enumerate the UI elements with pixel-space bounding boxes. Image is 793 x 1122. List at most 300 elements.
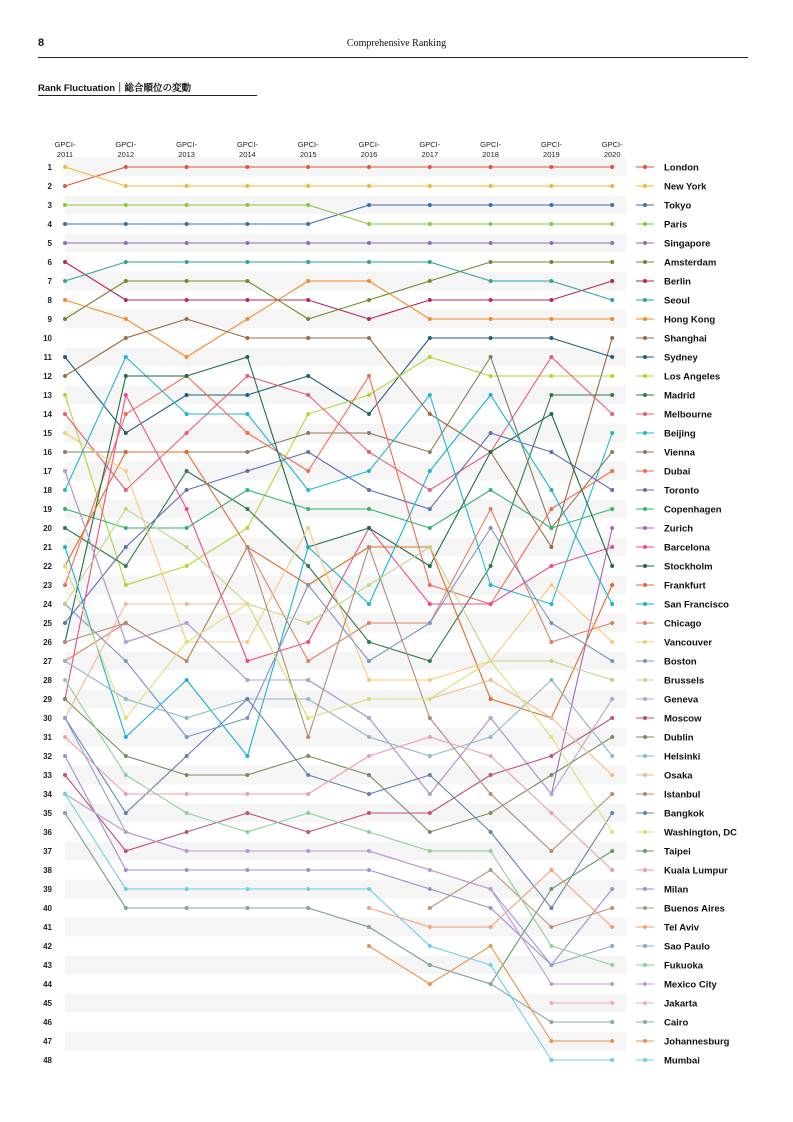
data-point — [610, 165, 614, 169]
data-point — [124, 830, 128, 834]
data-point — [367, 621, 371, 625]
data-point — [124, 222, 128, 226]
data-point — [489, 488, 493, 492]
data-point — [63, 773, 67, 777]
data-point — [306, 716, 310, 720]
data-point — [549, 412, 553, 416]
data-point — [489, 735, 493, 739]
data-point — [63, 545, 67, 549]
data-point — [367, 507, 371, 511]
data-point — [489, 279, 493, 283]
rank-tick-label: 26 — [43, 638, 52, 647]
data-point — [63, 564, 67, 568]
data-point — [367, 545, 371, 549]
data-point — [124, 393, 128, 397]
row-band — [65, 918, 626, 937]
data-point — [124, 298, 128, 302]
data-point — [549, 773, 553, 777]
legend-marker — [643, 982, 647, 986]
data-point — [549, 583, 553, 587]
data-point — [610, 906, 614, 910]
data-point — [489, 792, 493, 796]
year-tick-label: GPCI-2018 — [480, 140, 502, 159]
legend-marker — [643, 716, 647, 720]
data-point — [63, 792, 67, 796]
rank-tick-label: 38 — [43, 866, 52, 875]
data-point — [185, 260, 189, 264]
data-point — [428, 545, 432, 549]
data-point — [185, 298, 189, 302]
data-point — [63, 526, 67, 530]
data-point — [245, 412, 249, 416]
data-point — [610, 868, 614, 872]
data-point — [489, 944, 493, 948]
data-point — [124, 868, 128, 872]
data-point — [610, 963, 614, 967]
data-point — [185, 773, 189, 777]
data-point — [124, 849, 128, 853]
data-point — [63, 165, 67, 169]
data-point — [185, 849, 189, 853]
data-point — [63, 602, 67, 606]
data-point — [549, 393, 553, 397]
legend-marker — [643, 1001, 647, 1005]
data-point — [306, 678, 310, 682]
data-point — [185, 678, 189, 682]
data-point — [489, 697, 493, 701]
legend-marker — [643, 1020, 647, 1024]
data-point — [428, 412, 432, 416]
data-point — [306, 849, 310, 853]
data-point — [306, 735, 310, 739]
row-band — [65, 1032, 626, 1051]
data-point — [124, 336, 128, 340]
legend-marker — [643, 602, 647, 606]
legend-label: Vienna — [664, 447, 695, 459]
data-point — [185, 317, 189, 321]
legend-marker — [643, 640, 647, 644]
data-point — [367, 773, 371, 777]
data-point — [489, 659, 493, 663]
data-point — [428, 773, 432, 777]
legend-marker — [643, 393, 647, 397]
legend-label: Washington, DC — [664, 827, 737, 839]
data-point — [549, 678, 553, 682]
legend-label: Barcelona — [664, 542, 710, 554]
data-point — [549, 507, 553, 511]
rank-tick-label: 48 — [43, 1056, 52, 1065]
data-point — [367, 317, 371, 321]
legend-label: Vancouver — [664, 637, 713, 649]
legend-label: Hong Kong — [664, 314, 716, 326]
legend-marker — [643, 659, 647, 663]
data-point — [428, 279, 432, 283]
data-point — [367, 735, 371, 739]
data-point — [549, 716, 553, 720]
data-point — [185, 716, 189, 720]
data-point — [245, 260, 249, 264]
data-point — [124, 735, 128, 739]
data-point — [124, 811, 128, 815]
data-point — [185, 602, 189, 606]
data-point — [489, 811, 493, 815]
rank-tick-label: 28 — [43, 676, 52, 685]
data-point — [245, 773, 249, 777]
data-point — [489, 849, 493, 853]
data-point — [124, 583, 128, 587]
data-point — [63, 583, 67, 587]
legend — [636, 163, 737, 1067]
data-point — [549, 792, 553, 796]
legend-marker — [643, 754, 647, 758]
data-point — [63, 697, 67, 701]
data-point — [610, 336, 614, 340]
rank-tick-label: 45 — [43, 999, 52, 1008]
data-point — [549, 184, 553, 188]
data-point — [489, 773, 493, 777]
data-point — [185, 564, 189, 568]
data-point — [428, 621, 432, 625]
data-point — [489, 887, 493, 891]
data-point — [489, 336, 493, 340]
data-point — [428, 944, 432, 948]
data-point — [245, 906, 249, 910]
data-point — [63, 678, 67, 682]
data-point — [185, 754, 189, 758]
data-point — [610, 697, 614, 701]
data-point — [610, 488, 614, 492]
data-point — [306, 203, 310, 207]
data-point — [63, 716, 67, 720]
data-point — [610, 545, 614, 549]
legend-label: Shanghai — [664, 333, 707, 345]
legend-label: Jakarta — [664, 998, 698, 1010]
data-point — [245, 431, 249, 435]
data-point — [63, 659, 67, 663]
rank-tick-label: 9 — [47, 315, 52, 324]
data-point — [63, 431, 67, 435]
data-point — [610, 241, 614, 245]
data-point — [610, 849, 614, 853]
data-point — [63, 203, 67, 207]
rank-tick-label: 35 — [43, 809, 52, 818]
data-point — [63, 374, 67, 378]
rank-tick-label: 31 — [43, 733, 52, 742]
data-point — [245, 203, 249, 207]
data-point — [306, 583, 310, 587]
row-band — [65, 614, 626, 633]
data-point — [428, 184, 432, 188]
data-point — [367, 754, 371, 758]
data-point — [245, 526, 249, 530]
data-point — [428, 222, 432, 226]
data-point — [63, 488, 67, 492]
data-point — [428, 754, 432, 758]
data-point — [489, 526, 493, 530]
legend-marker — [643, 887, 647, 891]
legend-marker — [643, 811, 647, 815]
data-point — [63, 507, 67, 511]
rank-tick-label: 5 — [47, 239, 52, 248]
data-point — [610, 412, 614, 416]
data-point — [489, 754, 493, 758]
data-point — [367, 260, 371, 264]
data-point — [489, 203, 493, 207]
data-point — [245, 450, 249, 454]
legend-marker — [643, 621, 647, 625]
row-band — [65, 538, 626, 557]
row-band — [65, 576, 626, 595]
rank-tick-label: 41 — [43, 923, 52, 932]
data-point — [245, 165, 249, 169]
legend-label: Madrid — [664, 390, 696, 402]
data-point — [306, 868, 310, 872]
data-point — [428, 298, 432, 302]
data-point — [245, 545, 249, 549]
data-point — [185, 735, 189, 739]
data-point — [428, 393, 432, 397]
legend-label: Geneva — [664, 694, 699, 706]
data-point — [610, 583, 614, 587]
data-point — [185, 393, 189, 397]
data-point — [489, 450, 493, 454]
data-point — [367, 868, 371, 872]
data-point — [610, 982, 614, 986]
data-point — [549, 887, 553, 891]
data-point — [610, 374, 614, 378]
data-point — [428, 697, 432, 701]
data-point — [306, 222, 310, 226]
rank-tick-label: 16 — [43, 448, 52, 457]
data-point — [610, 279, 614, 283]
rank-tick-label: 34 — [43, 790, 52, 799]
data-point — [549, 811, 553, 815]
data-point — [185, 659, 189, 663]
data-point — [245, 602, 249, 606]
legend-label: Paris — [664, 219, 688, 231]
data-point — [428, 906, 432, 910]
legend-marker — [643, 1039, 647, 1043]
data-point — [549, 526, 553, 530]
data-point — [549, 640, 553, 644]
data-point — [306, 260, 310, 264]
data-point — [367, 944, 371, 948]
data-point — [306, 469, 310, 473]
data-point — [610, 811, 614, 815]
data-point — [63, 393, 67, 397]
data-point — [489, 298, 493, 302]
data-point — [185, 906, 189, 910]
row-band — [65, 728, 626, 747]
data-point — [245, 184, 249, 188]
data-point — [428, 241, 432, 245]
data-point — [63, 260, 67, 264]
data-point — [549, 1039, 553, 1043]
data-point — [489, 431, 493, 435]
rank-tick-label: 14 — [43, 410, 52, 419]
legend-label: Los Angeles — [664, 371, 721, 383]
data-point — [245, 792, 249, 796]
data-point — [306, 184, 310, 188]
data-point — [489, 317, 493, 321]
data-point — [185, 279, 189, 283]
legend-label: Istanbul — [664, 789, 701, 801]
rank-tick-label: 22 — [43, 562, 52, 571]
rank-tick-label: 12 — [43, 372, 52, 381]
data-point — [489, 393, 493, 397]
data-point — [367, 412, 371, 416]
data-point — [124, 488, 128, 492]
data-point — [610, 184, 614, 188]
data-point — [549, 564, 553, 568]
rank-tick-label: 40 — [43, 904, 52, 913]
year-tick-label: GPCI-2013 — [176, 140, 198, 159]
data-point — [610, 716, 614, 720]
data-point — [549, 336, 553, 340]
legend-label: Cairo — [664, 1017, 689, 1029]
legend-label: Chicago — [664, 618, 702, 630]
data-point — [306, 241, 310, 245]
data-point — [610, 450, 614, 454]
data-point — [124, 374, 128, 378]
data-point — [428, 165, 432, 169]
data-point — [610, 469, 614, 473]
data-point — [367, 241, 371, 245]
data-point — [63, 754, 67, 758]
rank-tick-label: 39 — [43, 885, 52, 894]
data-point — [367, 203, 371, 207]
data-point — [367, 526, 371, 530]
legend-label: Dublin — [664, 732, 694, 744]
data-point — [489, 260, 493, 264]
data-point — [428, 963, 432, 967]
data-point — [428, 716, 432, 720]
data-point — [489, 564, 493, 568]
data-point — [367, 887, 371, 891]
legend-marker — [643, 203, 647, 207]
rank-tick-label: 10 — [43, 334, 52, 343]
data-point — [610, 260, 614, 264]
rank-tick-label: 43 — [43, 961, 52, 970]
data-point — [245, 697, 249, 701]
legend-label: Sao Paulo — [664, 941, 710, 953]
legend-marker — [643, 165, 647, 169]
data-point — [367, 640, 371, 644]
data-point — [428, 868, 432, 872]
data-point — [428, 982, 432, 986]
data-point — [245, 374, 249, 378]
data-point — [610, 1020, 614, 1024]
data-point — [306, 887, 310, 891]
legend-marker — [643, 868, 647, 872]
data-point — [63, 298, 67, 302]
data-point — [245, 659, 249, 663]
year-tick-label: GPCI-2017 — [419, 140, 441, 159]
data-point — [610, 773, 614, 777]
data-point — [63, 450, 67, 454]
data-point — [367, 450, 371, 454]
legend-marker — [643, 678, 647, 682]
data-point — [185, 868, 189, 872]
data-point — [185, 241, 189, 245]
data-point — [549, 165, 553, 169]
rank-tick-label: 15 — [43, 429, 52, 438]
legend-label: Tel Aviv — [664, 922, 700, 934]
legend-marker — [643, 564, 647, 568]
data-point — [245, 868, 249, 872]
data-point — [185, 431, 189, 435]
legend-label: Zurich — [664, 523, 694, 535]
data-point — [549, 545, 553, 549]
data-point — [489, 982, 493, 986]
data-point — [306, 659, 310, 663]
data-point — [610, 887, 614, 891]
data-point — [245, 298, 249, 302]
data-point — [367, 298, 371, 302]
legend-marker — [643, 944, 647, 948]
data-point — [245, 754, 249, 758]
data-point — [124, 260, 128, 264]
data-point — [549, 203, 553, 207]
legend-label: Mumbai — [664, 1055, 700, 1067]
rank-axis — [43, 163, 52, 1065]
data-point — [549, 906, 553, 910]
legend-marker — [643, 507, 647, 511]
data-point — [428, 735, 432, 739]
data-point — [367, 906, 371, 910]
legend-label: Amsterdam — [664, 257, 717, 269]
data-point — [306, 906, 310, 910]
legend-marker — [643, 279, 647, 283]
data-point — [489, 165, 493, 169]
data-point — [185, 222, 189, 226]
data-point — [367, 678, 371, 682]
data-point — [428, 811, 432, 815]
data-point — [489, 355, 493, 359]
legend-label: New York — [664, 181, 707, 193]
data-point — [367, 697, 371, 701]
data-point — [367, 792, 371, 796]
data-point — [610, 1058, 614, 1062]
legend-marker — [643, 184, 647, 188]
data-point — [367, 222, 371, 226]
data-point — [489, 602, 493, 606]
rank-tick-label: 1 — [47, 163, 52, 172]
legend-marker — [643, 849, 647, 853]
data-point — [610, 355, 614, 359]
rank-tick-label: 21 — [43, 543, 52, 552]
data-point — [306, 754, 310, 758]
data-point — [610, 431, 614, 435]
data-point — [124, 621, 128, 625]
data-point — [245, 336, 249, 340]
legend-marker — [643, 792, 647, 796]
legend-label: Tokyo — [664, 200, 692, 212]
data-point — [489, 868, 493, 872]
data-point — [185, 811, 189, 815]
data-point — [428, 830, 432, 834]
legend-label: Seoul — [664, 295, 690, 307]
data-point — [245, 393, 249, 397]
data-point — [428, 564, 432, 568]
running-title: Comprehensive Ranking — [346, 38, 447, 49]
data-point — [185, 507, 189, 511]
data-point — [124, 469, 128, 473]
data-point — [428, 526, 432, 530]
data-point — [306, 811, 310, 815]
data-point — [549, 868, 553, 872]
data-point — [367, 336, 371, 340]
